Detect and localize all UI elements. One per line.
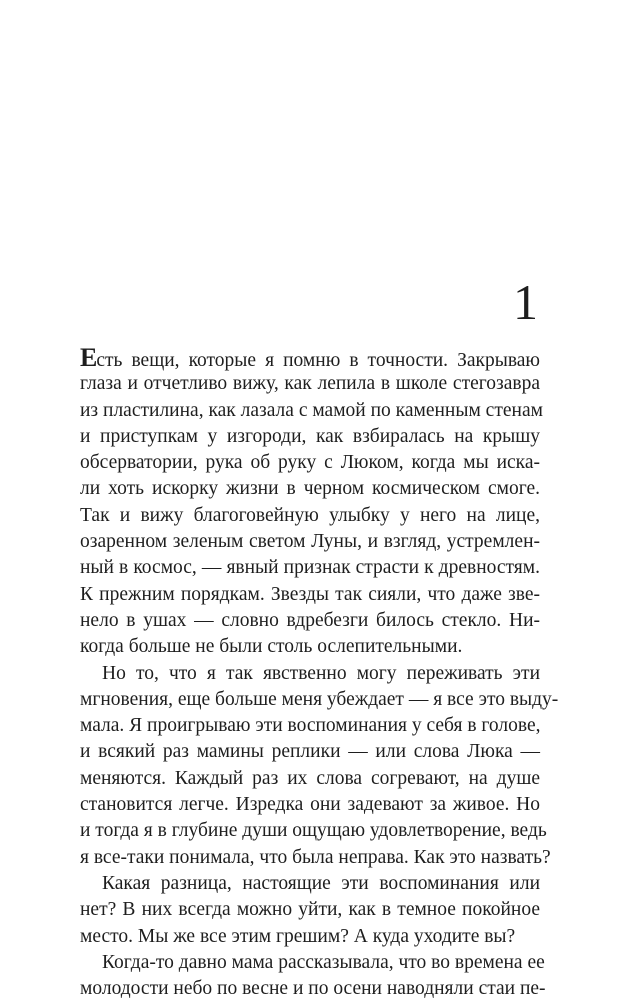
text-line: обсерватории, рука об руку с Люком, когда мы иска- (80, 452, 540, 474)
text-line: из пластилина, как лазала с мамой по каменным стенам (80, 399, 543, 421)
text-line: молодости небо по весне и по осени наводняли стаи пе- (80, 978, 546, 1000)
text-line: место. Мы же все этим грешим? А куда уходите вы? (80, 925, 516, 947)
text-line: и всякий раз мамины реплики — или слова Люка — (80, 741, 540, 763)
body-text (80, 343, 559, 1000)
text-line: мала. Я проигрываю эти воспоминания у себя в голове, (80, 715, 541, 737)
text-line: когда больше не были столь ослепительными. (80, 636, 463, 658)
text-line: ли хоть искорку жизни в черном космическом смоге. (80, 478, 540, 500)
text-line: К прежним порядкам. Звезды так сияли, что даже зве- (80, 583, 540, 605)
text-line: глаза и отчетливо вижу, как лепила в школе стегозавра (80, 373, 540, 395)
text-line: я все-таки понимала, что была неправа. Как это назвать? (80, 846, 551, 868)
drop-cap: Е (80, 343, 97, 372)
text-line: меняются. Каждый раз их слова согревают, на душе (80, 767, 540, 789)
text-line: озаренном зеленым светом Луны, и взгляд, устремлен- (80, 531, 540, 553)
text-line: и тогда я в глубине души ощущаю удовлетворение, ведь (80, 820, 547, 842)
text-line: Но то, что я так явственно могу переживать эти (102, 662, 540, 684)
text-line: ный в космос, — явный признак страсти к древностям. (80, 557, 540, 579)
text-line: нет? В них всегда можно уйти, как в темное покойное (80, 899, 540, 921)
text-line: мгновения, еще больше меня убеждает — я все это выду- (80, 688, 559, 710)
text-line: Есть вещи, которые я помню в точности. Закрываю (80, 343, 540, 372)
text-line: Так и вижу благоговейную улыбку у него на лице, (80, 504, 540, 526)
text-line: нело в ушах — словно вдребезги билось стекло. Ни- (80, 609, 540, 631)
text-line: Какая разница, настоящие эти воспоминания или (102, 872, 540, 894)
chapter-number: 1 (513, 274, 538, 330)
text-line: становится легче. Изредка они задевают за живое. Но (80, 794, 540, 816)
text-line: Когда-то давно мама рассказывала, что во времена ее (102, 951, 545, 973)
text-line: и приступкам у изгороди, как взбиралась на крышу (80, 425, 540, 447)
